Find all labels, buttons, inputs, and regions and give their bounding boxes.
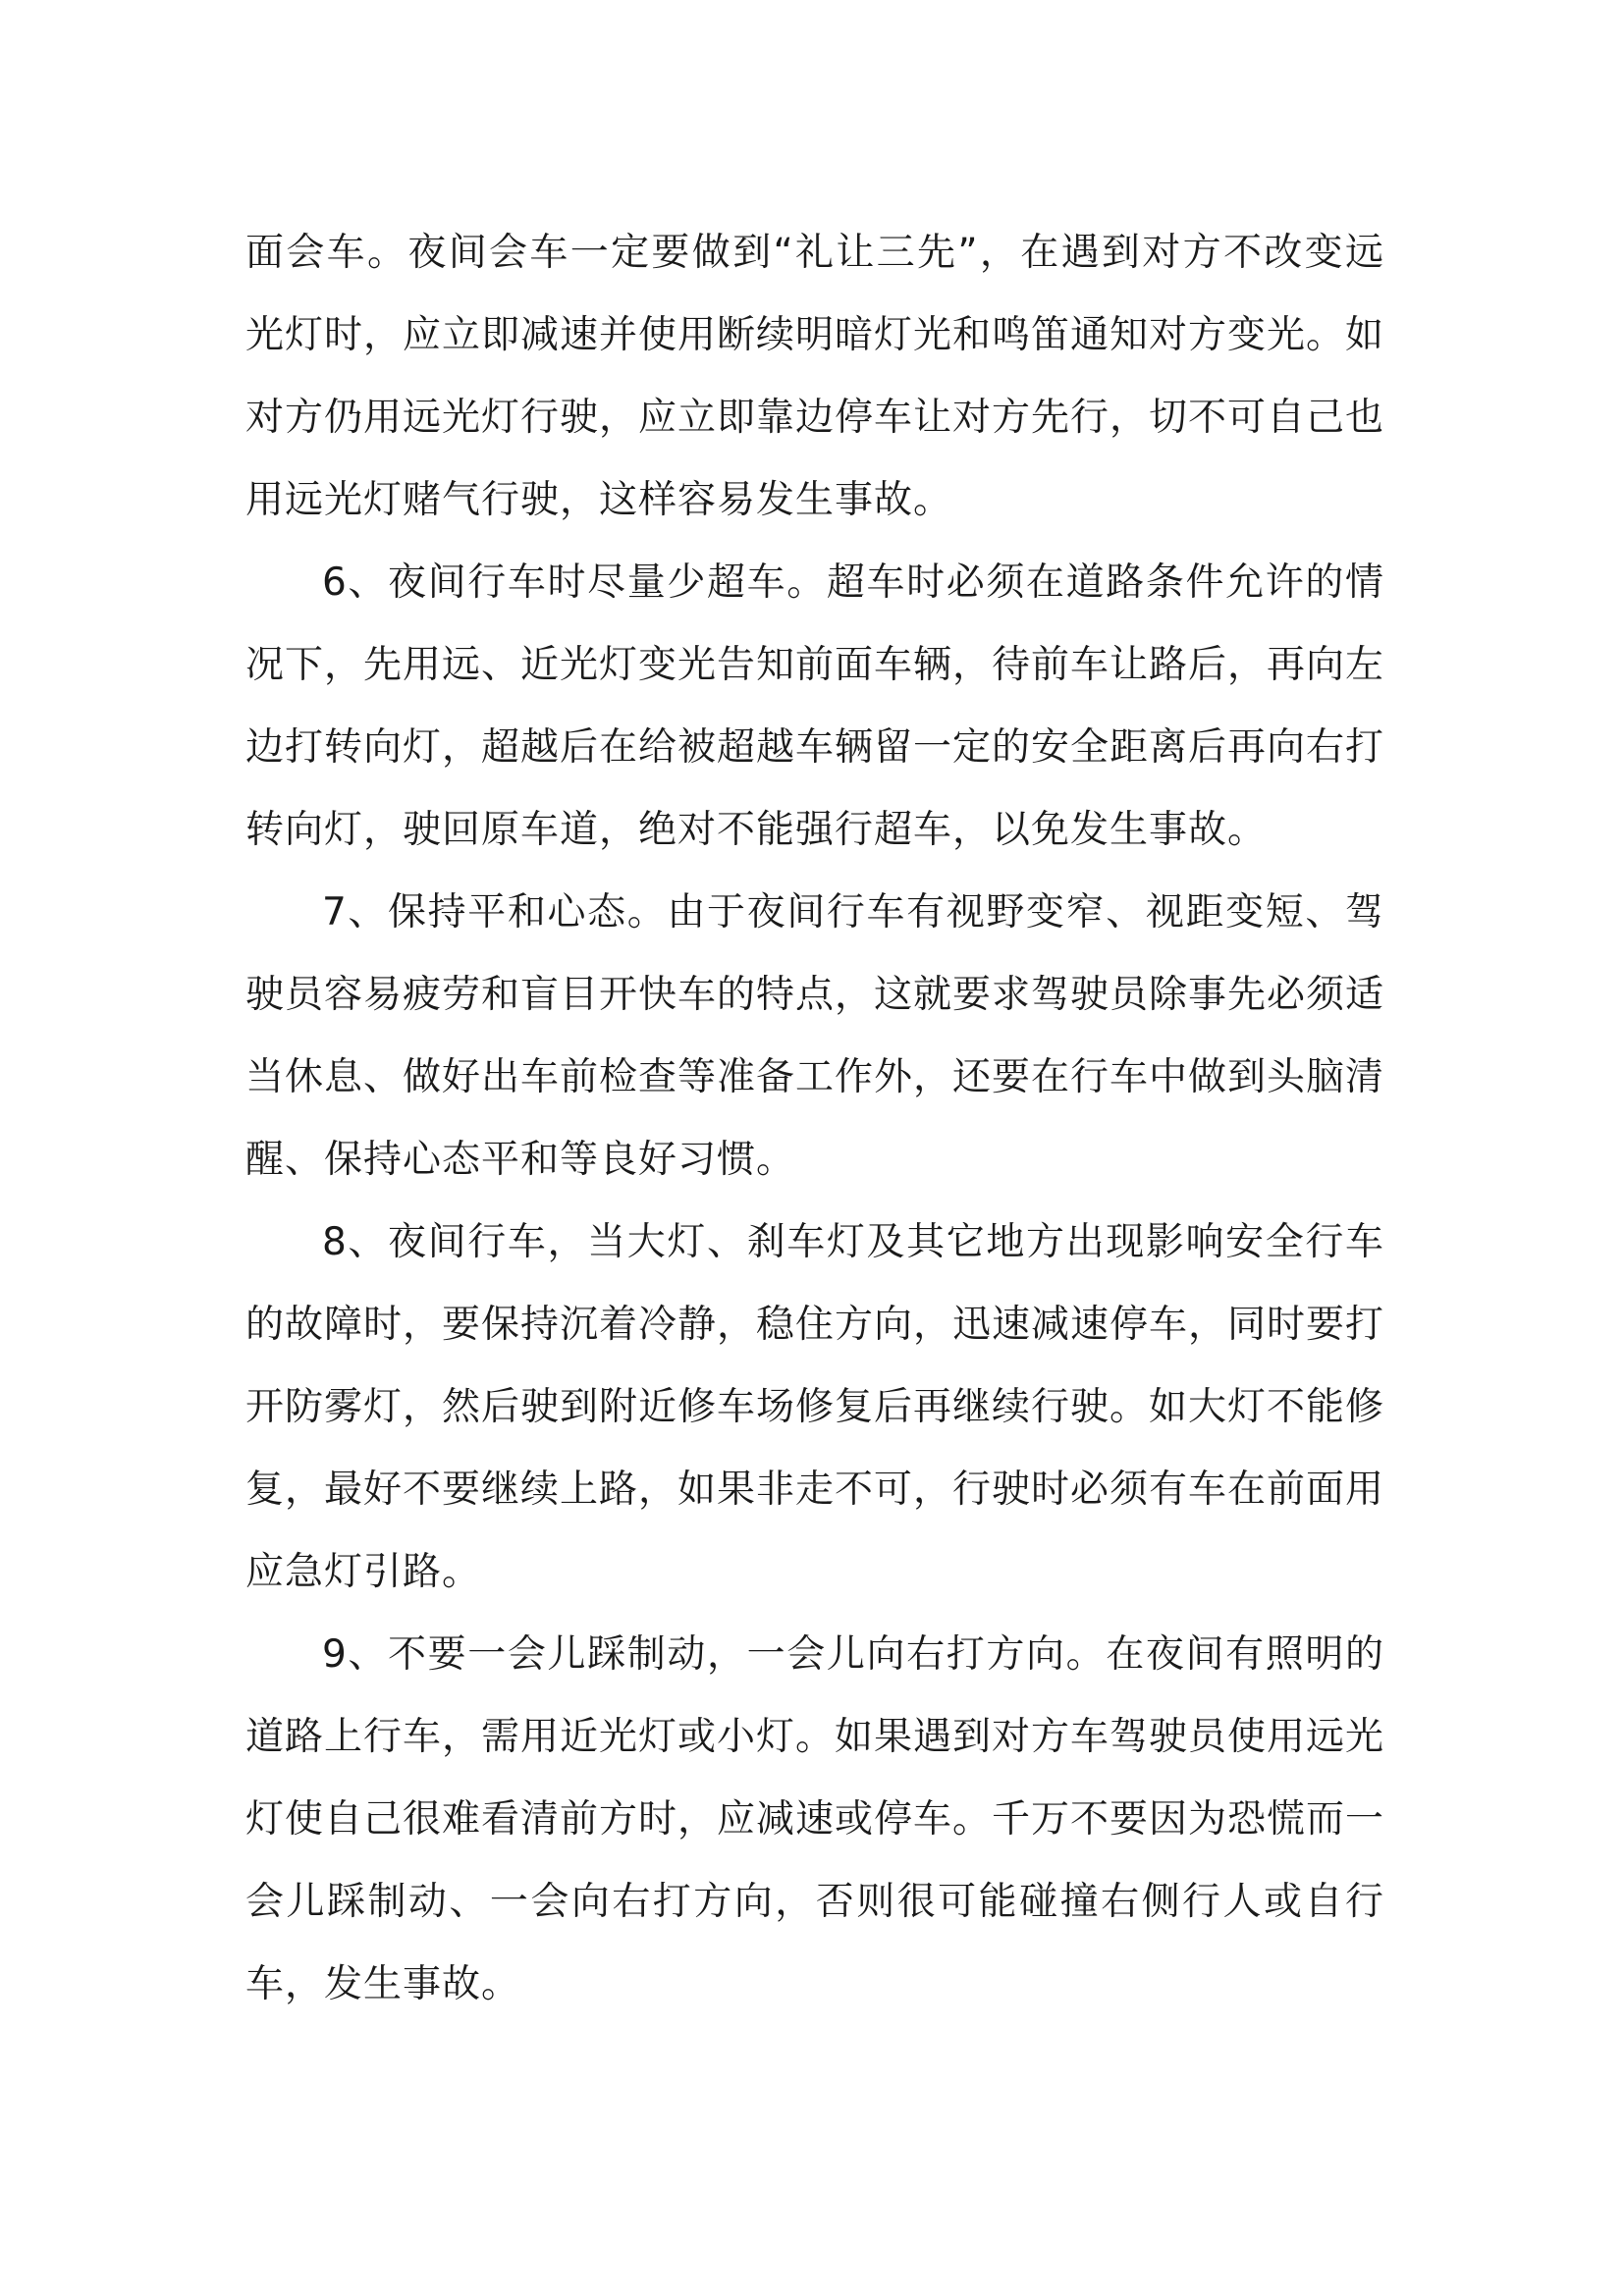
paragraph-continuation: 面会车。夜间会车一定要做到“礼让三先”，在遇到对方不改变远光灯时，应立即减速并使用断续明暗灯光和鸣笛通知对方变光。如对方仍用远光灯行驶，应立即靠边停车让对方先行，切不可自己也用远光灯赌气行驶，这样容易发生事故。 [245, 231, 1385, 522]
paragraph-item-6: 6、夜间行车时尽量少超车。超车时必须在道路条件允许的情况下，先用远、近光灯变光告知前面车辆，待前车让路后，再向左边打转向灯，超越后在给被超越车辆留一定的安全距离后再向右打转向灯，驶回原车道，绝对不能强行超车，以免发生事故。 [245, 561, 1385, 852]
paragraph-item-8: 8、夜间行车，当大灯、刹车灯及其它地方出现影响安全行车的故障时，要保持沉着冷静，稳住方向，迅速减速停车，同时要打开防雾灯，然后驶到附近修车场修复后再继续行驶。如大灯不能修复，最好不要继续上路，如果非走不可，行驶时必须有车在前面用应急灯引路。 [245, 1220, 1385, 1594]
paragraph-item-7: 7、保持平和心态。由于夜间行车有视野变窄、视距变短、驾驶员容易疲劳和盲目开快车的特点，这就要求驾驶员除事先必须适当休息、做好出车前检查等准备工作外，还要在行车中做到头脑清醒、保持心态平和等良好习惯。 [245, 890, 1385, 1182]
document-body [245, 212, 1384, 2026]
paragraph-item-9: 9、不要一会儿踩制动，一会儿向右打方向。在夜间有照明的道路上行车，需用近光灯或小灯。如果遇到对方车驾驶员使用远光灯使自己很难看清前方时，应减速或停车。千万不要因为恐慌而一会儿踩制动、一会向右打方向，否则很可能碰撞右侧行人或自行车，发生事故。 [245, 1632, 1385, 2006]
